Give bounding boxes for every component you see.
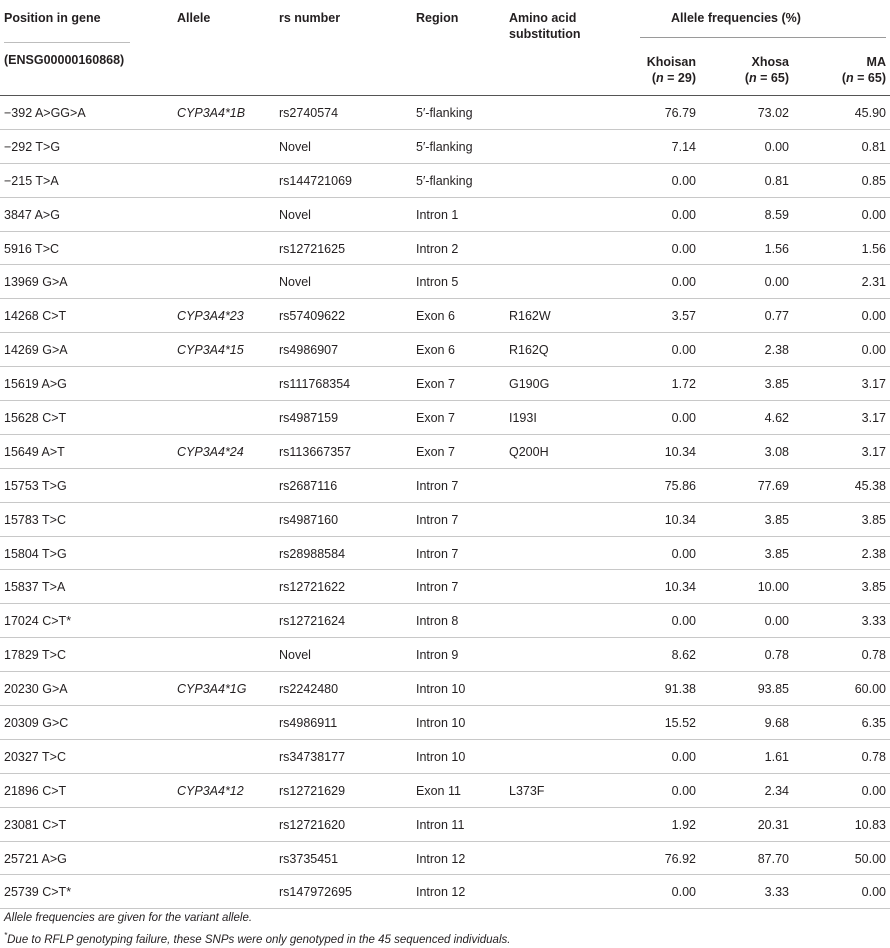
cell-region: Intron 7 — [416, 512, 459, 527]
table-row — [0, 299, 890, 333]
cell-xhosa-freq: 0.00 — [764, 139, 789, 154]
cell-allele: CYP3A4*23 — [177, 309, 244, 324]
cell-rs-number: rs2687116 — [279, 478, 338, 493]
cell-xhosa-freq: 3.85 — [764, 546, 789, 561]
cell-ma-freq: 3.17 — [861, 444, 886, 459]
cell-khoisan-freq: 0.00 — [671, 783, 696, 798]
cell-position: 17024 C>T* — [4, 614, 72, 629]
table-row — [0, 570, 890, 604]
cell-rs-number: rs12721622 — [279, 580, 346, 595]
cell-khoisan-freq: 0.00 — [671, 885, 696, 900]
cell-position: 25721 A>G — [4, 851, 67, 866]
cell-rs-number: rs12721620 — [279, 817, 346, 832]
table-row — [0, 401, 890, 435]
header-aa-line1: Amino acid — [509, 11, 577, 25]
table-row — [0, 265, 890, 299]
cell-ma-freq: 2.31 — [861, 275, 886, 290]
position-header-rule — [4, 42, 130, 43]
header-khoisan: Khoisan — [646, 55, 696, 69]
cell-amino-acid: Q200H — [509, 444, 549, 459]
cell-ma-freq: 2.38 — [861, 546, 886, 561]
cell-ma-freq: 0.85 — [861, 173, 886, 188]
cell-position: 15783 T>C — [4, 512, 66, 527]
cell-xhosa-freq: 4.62 — [764, 411, 789, 426]
cell-ma-freq: 1.56 — [861, 241, 886, 256]
cell-region: 5′-flanking — [416, 106, 473, 120]
cell-allele: CYP3A4*1B — [177, 106, 246, 120]
cell-khoisan-freq: 15.52 — [664, 716, 696, 731]
cell-position: 21896 C>T — [4, 783, 67, 798]
cell-region: 5′-flanking — [416, 139, 473, 154]
cell-amino-acid: G190G — [509, 377, 550, 392]
header-ensembl-id: (ENSG00000160868) — [4, 53, 125, 67]
cell-amino-acid: I193I — [509, 411, 537, 426]
table-row — [0, 604, 890, 638]
cell-khoisan-freq: 1.92 — [671, 817, 696, 832]
cell-khoisan-freq: 10.34 — [664, 580, 696, 595]
cell-position: 13969 G>A — [4, 275, 68, 290]
cell-position: 23081 C>T — [4, 817, 67, 832]
table-row — [0, 198, 890, 232]
cell-khoisan-freq: 0.00 — [671, 411, 696, 426]
cell-ma-freq: 45.38 — [854, 478, 886, 493]
cell-ma-freq: 0.78 — [861, 749, 886, 764]
cell-allele: CYP3A4*12 — [177, 783, 244, 798]
cell-rs-number: Novel — [279, 275, 311, 290]
cell-khoisan-freq: 75.86 — [664, 478, 696, 493]
cell-ma-freq: 3.17 — [861, 377, 886, 392]
cell-xhosa-freq: 73.02 — [757, 106, 789, 120]
cell-rs-number: Novel — [279, 207, 311, 222]
cell-ma-freq: 0.00 — [861, 309, 886, 324]
cell-xhosa-freq: 8.59 — [764, 207, 789, 222]
table-row — [0, 503, 890, 537]
cell-position: 20309 G>C — [4, 716, 69, 731]
cell-rs-number: rs28988584 — [279, 546, 346, 561]
cell-position: 15628 C>T — [4, 411, 67, 426]
cell-amino-acid: L373F — [509, 783, 545, 798]
cell-rs-number: rs147972695 — [279, 885, 352, 900]
cell-rs-number: rs144721069 — [279, 173, 352, 188]
cell-xhosa-freq: 0.81 — [764, 173, 789, 188]
cell-ma-freq: 0.00 — [861, 885, 886, 900]
cell-ma-freq: 0.00 — [861, 783, 886, 798]
cell-region: Intron 12 — [416, 851, 466, 866]
cell-region: Exon 6 — [416, 343, 455, 358]
cell-position: 14269 G>A — [4, 343, 68, 358]
cell-rs-number: rs113667357 — [279, 444, 352, 459]
frequency-header-rule — [640, 37, 886, 38]
cell-xhosa-freq: 3.85 — [764, 377, 789, 392]
cell-position: 25739 C>T* — [4, 885, 72, 900]
header-rs-number: rs number — [279, 11, 341, 25]
cell-position: 15649 A>T — [4, 444, 65, 459]
cell-rs-number: rs111768354 — [279, 377, 351, 392]
cell-xhosa-freq: 20.31 — [757, 817, 789, 832]
table-row — [0, 164, 890, 198]
table-row — [0, 808, 890, 842]
cell-ma-freq: 0.78 — [861, 648, 886, 663]
cell-khoisan-freq: 0.00 — [671, 343, 696, 358]
header-region: Region — [416, 11, 459, 25]
header-xhosa: Xhosa — [751, 55, 789, 69]
cell-rs-number: rs2740574 — [279, 106, 339, 120]
cell-xhosa-freq: 3.08 — [764, 444, 789, 459]
table-row — [0, 333, 890, 367]
cell-rs-number: Novel — [279, 648, 311, 663]
cell-xhosa-freq: 0.77 — [764, 309, 789, 324]
cell-ma-freq: 50.00 — [854, 851, 886, 866]
cell-region: Exon 11 — [416, 783, 461, 798]
cell-xhosa-freq: 0.00 — [764, 275, 789, 290]
cell-rs-number: rs34738177 — [279, 749, 346, 764]
cell-khoisan-freq: 0.00 — [671, 173, 696, 188]
cell-ma-freq: 60.00 — [854, 682, 886, 697]
cell-region: Intron 11 — [416, 817, 465, 832]
cell-region: Intron 8 — [416, 614, 459, 629]
cell-position: 15753 T>G — [4, 478, 67, 493]
header-ma: MA — [866, 55, 886, 69]
header-position: Position in gene — [4, 11, 101, 25]
footnote-rflp: *Due to RFLP genotyping failure, these SNPs were only genotyped in the 45 sequenced individuals. — [4, 931, 511, 946]
cell-xhosa-freq: 0.00 — [764, 614, 789, 629]
table-row — [0, 96, 890, 130]
cell-amino-acid: R162Q — [509, 343, 549, 358]
cell-khoisan-freq: 0.00 — [671, 546, 696, 561]
cell-xhosa-freq: 2.34 — [764, 783, 789, 798]
cell-rs-number: rs12721625 — [279, 241, 346, 256]
cell-region: Intron 7 — [416, 546, 459, 561]
cell-region: Intron 12 — [416, 885, 466, 900]
table-row — [0, 130, 890, 164]
cell-position: 17829 T>C — [4, 648, 66, 663]
cell-region: Intron 7 — [416, 580, 459, 595]
cell-xhosa-freq: 3.85 — [764, 512, 789, 527]
cell-khoisan-freq: 1.72 — [671, 377, 696, 392]
cell-khoisan-freq: 3.57 — [671, 309, 696, 324]
cell-allele: CYP3A4*15 — [177, 343, 244, 358]
header-allele-frequencies: Allele frequencies (%) — [671, 11, 801, 25]
cell-position: 5916 T>C — [4, 241, 60, 256]
cell-region: Exon 7 — [416, 444, 455, 459]
cell-region: 5′-flanking — [416, 173, 473, 188]
cell-xhosa-freq: 0.78 — [764, 648, 789, 663]
cell-ma-freq: 3.33 — [861, 614, 886, 629]
header-aa-line2: substitution — [509, 27, 581, 41]
cell-khoisan-freq: 0.00 — [671, 241, 696, 256]
cell-khoisan-freq: 8.62 — [671, 648, 696, 663]
cell-ma-freq: 3.85 — [861, 580, 886, 595]
cell-rs-number: rs2242480 — [279, 682, 339, 697]
cell-region: Intron 10 — [416, 682, 466, 697]
cell-xhosa-freq: 1.61 — [764, 749, 789, 764]
cell-xhosa-freq: 77.69 — [757, 478, 789, 493]
cell-rs-number: rs57409622 — [279, 309, 346, 324]
table-row — [0, 706, 890, 740]
table-row — [0, 537, 890, 571]
table-row — [0, 875, 890, 909]
table-row — [0, 232, 890, 266]
cell-rs-number: rs12721629 — [279, 783, 346, 798]
table-row — [0, 469, 890, 503]
header-ma-n: (n = 65) — [841, 71, 886, 85]
cell-position: −215 T>A — [4, 173, 59, 188]
cell-region: Exon 6 — [416, 309, 455, 324]
header-allele: Allele — [177, 11, 211, 25]
cell-khoisan-freq: 0.00 — [671, 614, 696, 629]
cell-khoisan-freq: 91.38 — [664, 682, 696, 697]
cell-region: Intron 9 — [416, 648, 459, 663]
table-body — [0, 96, 890, 909]
cell-region: Exon 7 — [416, 377, 455, 392]
cell-rs-number: rs4986911 — [279, 716, 338, 731]
cell-khoisan-freq: 10.34 — [664, 512, 696, 527]
footnote-variant-allele: Allele frequencies are given for the variant allele. — [4, 912, 253, 924]
cell-rs-number: rs3735451 — [279, 851, 339, 866]
header-khoisan-n: (n = 29) — [651, 71, 696, 85]
cell-amino-acid: R162W — [509, 309, 551, 324]
table-row — [0, 740, 890, 774]
cell-ma-freq: 45.90 — [854, 106, 886, 120]
cell-region: Intron 7 — [416, 478, 459, 493]
cell-position: 20230 G>A — [4, 682, 68, 697]
table-row — [0, 638, 890, 672]
cell-xhosa-freq: 93.85 — [757, 682, 789, 697]
table-row — [0, 435, 890, 469]
cell-region: Intron 10 — [416, 749, 466, 764]
cell-khoisan-freq: 76.79 — [664, 106, 696, 120]
cell-xhosa-freq: 2.38 — [764, 343, 789, 358]
cell-xhosa-freq: 1.56 — [764, 241, 789, 256]
table-row — [0, 672, 890, 706]
cell-region: Intron 10 — [416, 716, 466, 731]
cell-position: 15619 A>G — [4, 377, 67, 392]
cell-ma-freq: 0.81 — [861, 139, 886, 154]
cell-khoisan-freq: 10.34 — [664, 444, 696, 459]
cell-position: 20327 T>C — [4, 749, 66, 764]
cell-position: −392 A>GG>A — [4, 106, 86, 120]
cell-xhosa-freq: 10.00 — [757, 580, 789, 595]
cell-region: Exon 7 — [416, 411, 455, 426]
cell-rs-number: rs4986907 — [279, 343, 339, 358]
cell-khoisan-freq: 0.00 — [671, 275, 696, 290]
cell-region: Intron 1 — [416, 207, 459, 222]
cell-ma-freq: 3.85 — [861, 512, 886, 527]
cell-ma-freq: 3.17 — [861, 411, 886, 426]
cell-position: 3847 A>G — [4, 207, 60, 222]
cell-khoisan-freq: 0.00 — [671, 207, 696, 222]
cell-rs-number: rs12721624 — [279, 614, 346, 629]
cell-ma-freq: 6.35 — [861, 716, 886, 731]
table-row — [0, 367, 890, 401]
cell-khoisan-freq: 7.14 — [671, 139, 696, 154]
header-xhosa-n: (n = 65) — [744, 71, 789, 85]
cell-xhosa-freq: 9.68 — [764, 716, 789, 731]
cell-khoisan-freq: 0.00 — [671, 749, 696, 764]
cell-khoisan-freq: 76.92 — [664, 851, 696, 866]
cell-ma-freq: 0.00 — [861, 343, 886, 358]
cell-rs-number: rs4987159 — [279, 411, 339, 426]
cell-allele: CYP3A4*24 — [177, 444, 244, 459]
cell-ma-freq: 0.00 — [861, 207, 886, 222]
cell-position: 15804 T>G — [4, 546, 67, 561]
cell-allele: CYP3A4*1G — [177, 682, 247, 697]
table-row — [0, 842, 890, 876]
cell-position: 14268 C>T — [4, 309, 67, 324]
table-row — [0, 774, 890, 808]
cell-xhosa-freq: 87.70 — [757, 851, 789, 866]
cell-position: 15837 T>A — [4, 580, 66, 595]
cell-region: Intron 2 — [416, 241, 459, 256]
cell-position: −292 T>G — [4, 139, 61, 154]
cell-ma-freq: 10.83 — [854, 817, 886, 832]
cell-xhosa-freq: 3.33 — [764, 885, 789, 900]
cell-region: Intron 5 — [416, 275, 459, 290]
cell-rs-number: rs4987160 — [279, 512, 339, 527]
cell-rs-number: Novel — [279, 139, 311, 154]
